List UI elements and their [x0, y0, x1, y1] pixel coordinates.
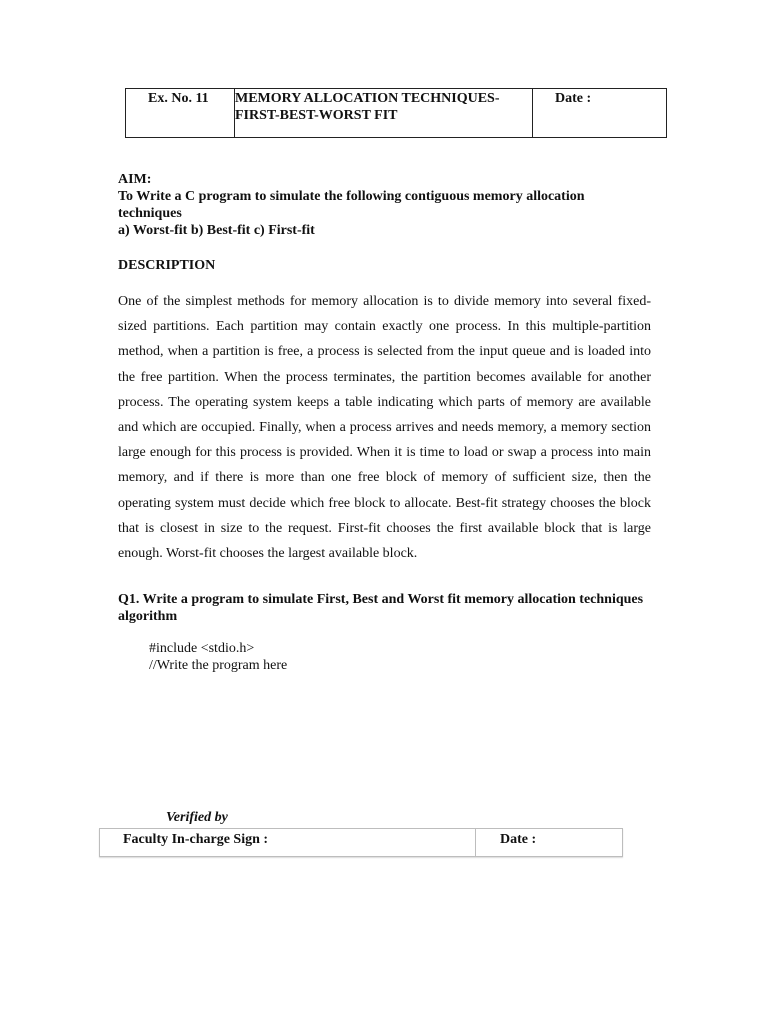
aim-line1: To Write a C program to simulate the following contiguous memory allocation [118, 189, 585, 204]
code-block [149, 640, 287, 674]
aim-heading: AIM: [118, 172, 152, 187]
verified-by-label: Verified by [166, 810, 228, 825]
aim-line2: techniques [118, 206, 182, 221]
question-1 [118, 591, 658, 625]
question-1-line2: algorithm [118, 609, 178, 624]
exercise-header-table [125, 88, 667, 138]
aim-line3: a) Worst-fit b) Best-fit c) First-fit [118, 223, 315, 238]
exercise-number: Ex. No. 11 [148, 91, 209, 106]
header-date-label: Date : [555, 91, 592, 106]
code-line-comment: //Write the program here [149, 658, 288, 673]
footer-date-cell [476, 829, 622, 856]
exercise-title-cell [235, 89, 533, 137]
exercise-number-cell [126, 89, 235, 137]
code-line-include: #include <stdio.h> [149, 641, 255, 656]
exercise-title-line2: FIRST-BEST-WORST FIT [235, 108, 398, 123]
description-body: One of the simplest methods for memory allocation is to divide memory into several fixed-sized partitions. Each partition may contain exactly one process. In this multiple-partition method, when a partition is free, a process is selected from the input queue and is loaded into the free partition. When the process terminates, the partition becomes available for another process. The operating system keeps a table indicating which parts of memory are available and which are occupied. Finally, when a process arrives and needs memory, a memory section large enough for this process is provided. When it is time to load or swap a process into main memory, and if there is more than one free block of memory of sufficient size, then the operating system must decide which free block to allocate. Best-fit strategy chooses the block that is closest in size to the request. First-fit chooses the first available block that is large enough. Worst-fit chooses the largest available block. [118, 294, 651, 562]
footer-date-label: Date : [500, 832, 537, 847]
header-date-cell [533, 89, 666, 137]
question-1-line1: Q1. Write a program to simulate First, Best and Worst fit memory allocation techniques [118, 592, 644, 607]
aim-section [118, 171, 658, 239]
faculty-sign-cell [100, 829, 476, 856]
exercise-title-line1: MEMORY ALLOCATION TECHNIQUES- [235, 91, 500, 106]
faculty-sign-label: Faculty In-charge Sign : [123, 832, 269, 847]
signature-table [99, 828, 623, 857]
description-heading: DESCRIPTION [118, 258, 216, 273]
